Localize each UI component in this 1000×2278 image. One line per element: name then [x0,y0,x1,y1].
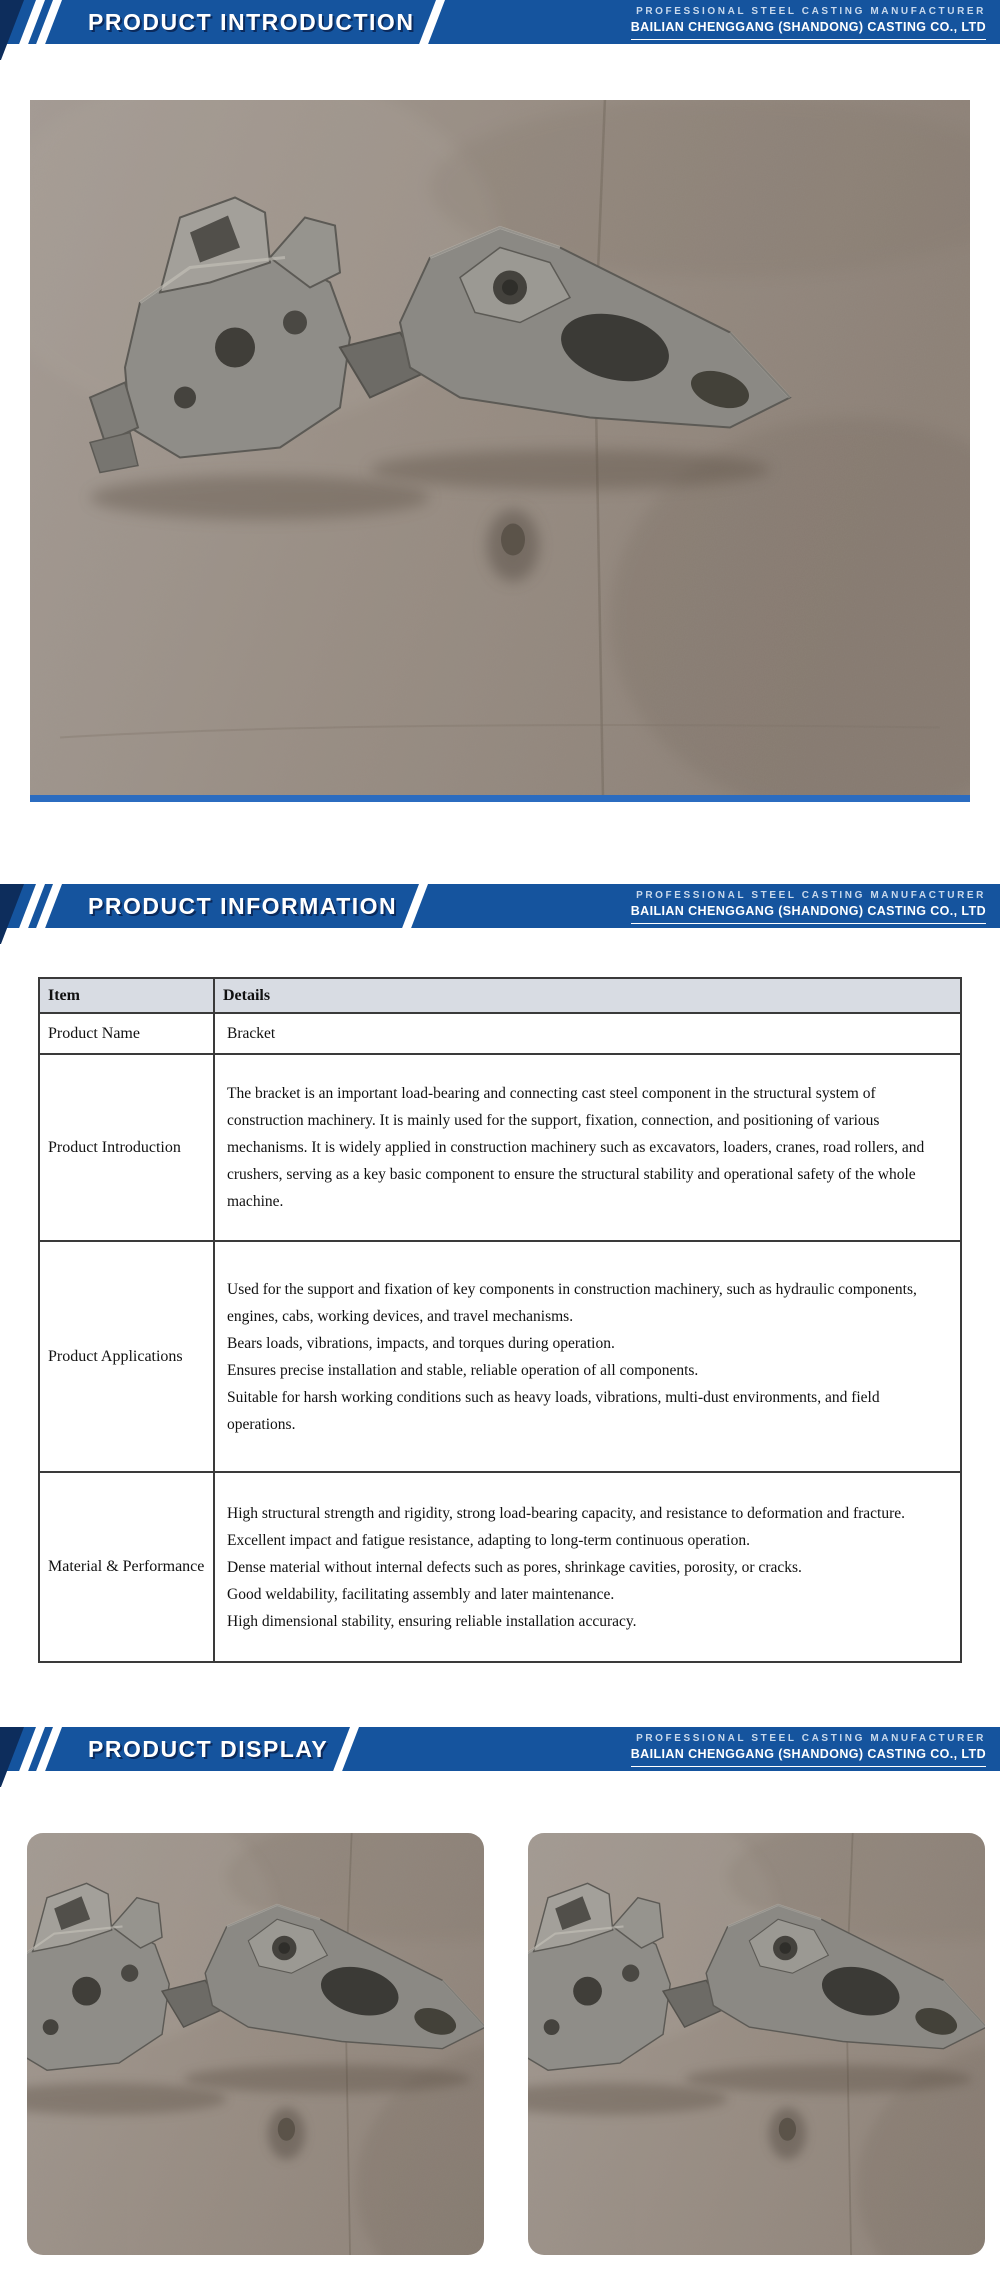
row-details [214,1241,961,1472]
company-tagline: PROFESSIONAL STEEL CASTING MANUFACTURER [636,6,986,17]
banner-left-group [0,884,428,928]
table-row [39,1054,961,1241]
details-paragraph: Ensures precise installation and stable, reliable operation of all components. [227,1361,699,1379]
bottom-whitespace [0,2255,1000,2278]
details-paragraph: Dense material without internal defects such as pores, shrinkage cavities, porosity, or cracks. [227,1558,802,1576]
hero-product-photo [30,100,970,795]
company-tagline: PROFESSIONAL STEEL CASTING MANUFACTURER [636,890,986,901]
company-tagline: PROFESSIONAL STEEL CASTING MANUFACTURER [636,1733,986,1744]
section-banner-display [0,1727,1000,1771]
table-header-row [39,978,961,1013]
column-header-item: Item [39,978,214,1013]
product-information-table-section [38,977,962,1663]
table-row [39,1241,961,1472]
details-paragraph: Bracket [227,1025,276,1042]
row-label: Product Name [39,1013,214,1054]
company-header [631,1733,986,1767]
section-title: PRODUCT INFORMATION [88,893,398,919]
section-title: PRODUCT INTRODUCTION [88,9,415,35]
details-paragraph: High dimensional stability, ensuring reliable installation accuracy. [227,1612,637,1630]
table-row [39,1013,961,1054]
display-photo-1 [27,1833,484,2255]
company-header [631,890,986,924]
white-slash-decoration [327,1727,359,1787]
details-paragraph: High structural strength and rigidity, strong load-bearing capacity, and resistance to deformation and fracture. [227,1504,906,1522]
white-slash-decoration [396,884,428,944]
banner-left-group [0,1727,359,1771]
details-paragraph: Bears loads, vibrations, impacts, and torques during operation. [227,1334,615,1352]
bracket-photo [528,1833,985,2255]
details-paragraph: The bracket is an important load-bearing and connecting cast steel component in the structural system of construction machinery. It is mainly used for the support, fixation, connection, and positioning of various mechanisms. It is widely applied in construction machinery such as excavators, loaders, cranes, road rollers, and crushers, serving as a key basic component to ensure the structural stability and operational safety of the whole machine. [227,1085,925,1210]
row-details [214,1054,961,1241]
product-display-photos [27,1833,985,2255]
table-row [39,1472,961,1662]
details-paragraph: Good weldability, facilitating assembly and later maintenance. [227,1585,615,1603]
row-details [214,1013,961,1054]
details-paragraph: Used for the support and fixation of key components in construction machinery, such as hydraulic components, engines, cabs, working devices, and travel mechanisms. [227,1280,917,1325]
company-name: BAILIAN CHENGGANG (SHANDONG) CASTING CO., LTD [630,1747,986,1761]
company-name: BAILIAN CHENGGANG (SHANDONG) CASTING CO., LTD [630,904,986,918]
display-photo-2 [528,1833,985,2255]
company-header [631,6,986,40]
white-slash-decoration [413,0,445,60]
hero-photo-underline-bar [30,795,970,802]
details-paragraph: Excellent impact and fatigue resistance, adapting to long-term continuous operation. [227,1531,750,1549]
company-name: BAILIAN CHENGGANG (SHANDONG) CASTING CO., LTD [630,20,986,34]
hero-photo-section [30,100,970,795]
row-label: Product Introduction [39,1054,214,1241]
row-label: Product Applications [39,1241,214,1472]
section-banner-information [0,884,1000,928]
bracket-photo [27,1833,484,2255]
section-title: PRODUCT DISPLAY [88,1736,329,1762]
banner-left-group [0,0,445,44]
section-banner-introduction [0,0,1000,44]
row-label: Material & Performance [39,1472,214,1662]
details-paragraph: Suitable for harsh working conditions such as heavy loads, vibrations, multi-dust environments, and field operations. [227,1388,880,1433]
column-header-details: Details [214,978,961,1013]
product-information-table [38,977,962,1663]
row-details [214,1472,961,1662]
